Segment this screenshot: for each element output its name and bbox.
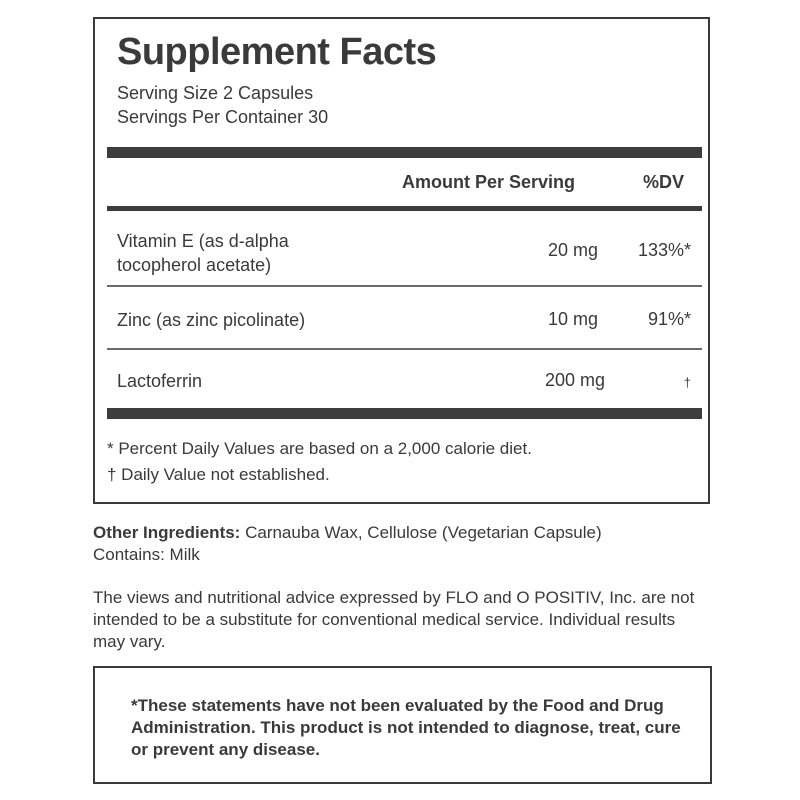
- fda-statement: *These statements have not been evaluated by the Food and Drug Administration. This product is not intended to diagnose, treat, cure or prevent any disease.: [131, 696, 681, 759]
- contains-allergen: Contains: Milk: [93, 545, 200, 564]
- nutrient-name-lactoferrin: Lactoferrin: [117, 371, 203, 391]
- column-header-dv: %DV: [643, 172, 685, 192]
- footnote-daily-values: * Percent Daily Values are based on a 2,000 calorie diet.: [107, 439, 532, 458]
- nutrient-amount-vitamin-e: 20 mg: [547, 240, 598, 260]
- footer-divider-bar: [107, 408, 702, 419]
- other-ingredients-value: Carnauba Wax, Cellulose (Vegetarian Capsule): [240, 523, 602, 542]
- nutrient-name-zinc: Zinc (as zinc picolinate): [117, 310, 306, 330]
- column-header-amount: Amount Per Serving: [402, 172, 576, 192]
- panel-title: Supplement Facts: [117, 31, 437, 73]
- nutrient-dv-lactoferrin: †: [683, 375, 691, 390]
- fda-statement-box: [93, 666, 712, 784]
- row-divider: [107, 348, 702, 350]
- nutrient-dv-zinc: 91%*: [647, 309, 691, 329]
- nutrient-dv-vitamin-e: 133%*: [637, 240, 691, 260]
- nutrient-name-vitamin-e: Vitamin E (as d-alpha tocopherol acetate): [117, 231, 289, 275]
- other-ingredients-label: Other Ingredients:: [93, 523, 241, 542]
- servings-per-container: Servings Per Container 30: [117, 107, 329, 127]
- row-divider: [107, 285, 702, 287]
- footnote-dagger: † Daily Value not established.: [107, 465, 330, 484]
- nutrient-amount-zinc: 10 mg: [547, 309, 598, 329]
- header-divider-bar: [107, 147, 702, 158]
- supplement-facts-panel: [93, 17, 710, 504]
- other-ingredients: [93, 522, 713, 544]
- column-header-divider: [107, 206, 702, 211]
- disclaimer-text: The views and nutritional advice expressed by FLO and O POSITIV, Inc. are not intended to be a substitute for conventional medical service. Individual results may vary.: [93, 588, 695, 651]
- nutrient-amount-lactoferrin: 200 mg: [544, 370, 605, 390]
- serving-size: Serving Size 2 Capsules: [117, 83, 314, 103]
